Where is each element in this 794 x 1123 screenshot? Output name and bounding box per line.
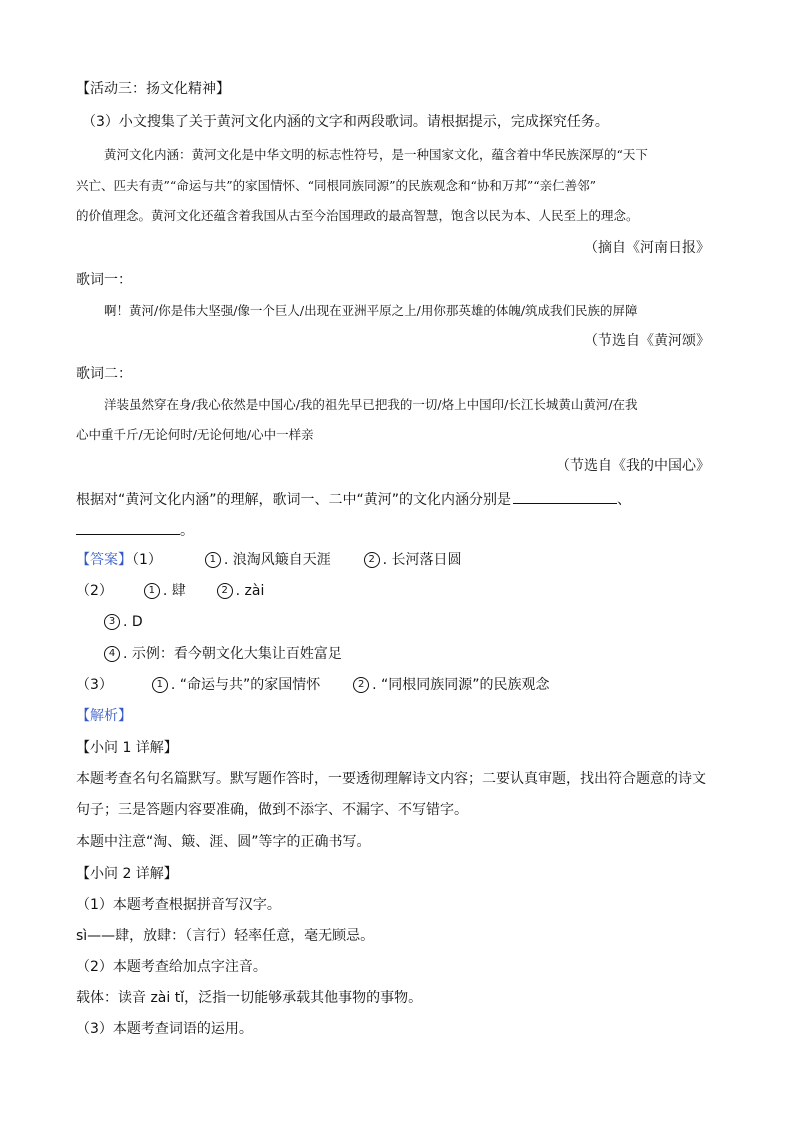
lyric1-title: 歌词一：: [76, 272, 132, 288]
answer-2-2: . zài: [235, 583, 265, 599]
sub2-line-3: （2）本题考查给加点字注音。: [76, 959, 267, 975]
circled-number: 2: [217, 583, 233, 599]
sub2-line-5: （3）本题考查词语的运用。: [76, 1021, 253, 1037]
answer-3-1: . “命运与共”的家国情怀: [170, 677, 321, 693]
answer-part2: [76, 581, 264, 601]
answer-part2-item3: [104, 612, 143, 632]
lyric1-source: （节选自《黄河颂》: [584, 333, 710, 349]
lyric2-title: 歌词二：: [76, 366, 132, 382]
answer-1-1: . 浪淘风簸自天涯: [223, 552, 331, 568]
circled-number: 1: [205, 552, 221, 568]
answer-part3-number: （3）: [76, 677, 113, 693]
answer-3-2: . “同根同族同源”的民族观念: [372, 677, 550, 693]
circled-number: 3: [104, 614, 120, 630]
answer-2-4: . 示例：看今朝文化大集让百姓富足: [123, 646, 342, 662]
circled-number: 2: [364, 552, 380, 568]
circled-number: 4: [104, 646, 120, 662]
analysis-label: 【解析】: [76, 708, 132, 724]
answer-part1-number: （1）: [132, 552, 162, 568]
circled-number: 1: [152, 677, 168, 693]
passage-line-3: 的价值理念。黄河文化还蕴含着我国从古至今治国理政的最高智慧，饱含以民为本、人民至上的理念。: [76, 208, 639, 223]
sub1-line-2: 句子；三是答题内容要准确，做到不添字、不漏字、不写错字。: [76, 802, 468, 818]
circled-number: 1: [144, 583, 160, 599]
lyric1-text: 啊！黄河/你是伟大坚强/像一个巨人/出现在亚洲平原之上/用你那英雄的体魄/筑成我们民族的屏障: [104, 303, 638, 318]
lyric2-line-1: 洋装虽然穿在身/我心依然是中国心/我的祖先早已把我的一切/烙上中国印/长江长城黄山黄河/在我: [104, 397, 638, 412]
answer-blank-2[interactable]: [76, 520, 180, 535]
answer-label: 【答案】: [76, 552, 132, 568]
sub2-line-1: （1）本题考查根据拼音写汉字。: [76, 897, 281, 913]
lyric2-line-2: 心中重千斤/无论何时/无论何地/心中一样亲: [76, 427, 314, 442]
answer-part2-item4: [104, 644, 342, 664]
passage-line-2: 兴亡、匹夫有责”“命运与共”的家国情怀、“同根同族同源”的民族观念和“协和万邦”“亲仁善邻”: [76, 178, 597, 193]
task-separator: 、: [617, 492, 632, 508]
answer-part3: [76, 675, 550, 695]
sub2-line-4: 载体：读音 zài tǐ，泛指一切能够承载其他事物的事物。: [76, 990, 423, 1006]
answer-2-1: . 肆: [162, 583, 186, 599]
answer-2-3: . D: [123, 614, 143, 630]
task-text: 根据对“黄河文化内涵”的理解，歌词一、二中“黄河”的文化内涵分别是: [76, 492, 512, 508]
lyric2-source: （节选自《我的中国心》: [556, 458, 710, 474]
passage-line-1: 黄河文化内涵：黄河文化是中华文明的标志性符号，是一种国家文化，蕴含着中华民族深厚的“天下: [104, 147, 648, 162]
sub2-heading: 【小问 2 详解】: [76, 866, 178, 882]
sub1-line-3: 本题中注意“淘、簸、涯、圆”等字的正确书写。: [76, 834, 371, 850]
task-end: 。: [180, 523, 194, 539]
sub1-heading: 【小问 1 详解】: [76, 740, 178, 756]
activity-heading: 【活动三：扬文化精神】: [76, 81, 230, 97]
passage-source: （摘自《河南日报》: [584, 240, 710, 256]
question-intro: （3）小文搜集了关于黄河文化内涵的文字和两段歌词。请根据提示，完成探究任务。: [82, 114, 609, 130]
task-line-1: [76, 489, 631, 510]
sub2-line-2: sì——肆，放肆：（言行）轻率任意，毫无顾忌。: [76, 928, 375, 944]
task-line-2: [76, 520, 194, 541]
sub1-line-1: 本题考查名句名篇默写。默写题作答时，一要透彻理解诗文内容；二要认真审题，找出符合题意的诗文: [76, 771, 706, 787]
circled-number: 2: [353, 677, 369, 693]
answer-1-2: . 长河落日圆: [382, 552, 462, 568]
answer-part2-number: （2）: [76, 583, 113, 599]
answer-blank-1[interactable]: [513, 489, 617, 504]
answer-part1: [76, 550, 462, 570]
